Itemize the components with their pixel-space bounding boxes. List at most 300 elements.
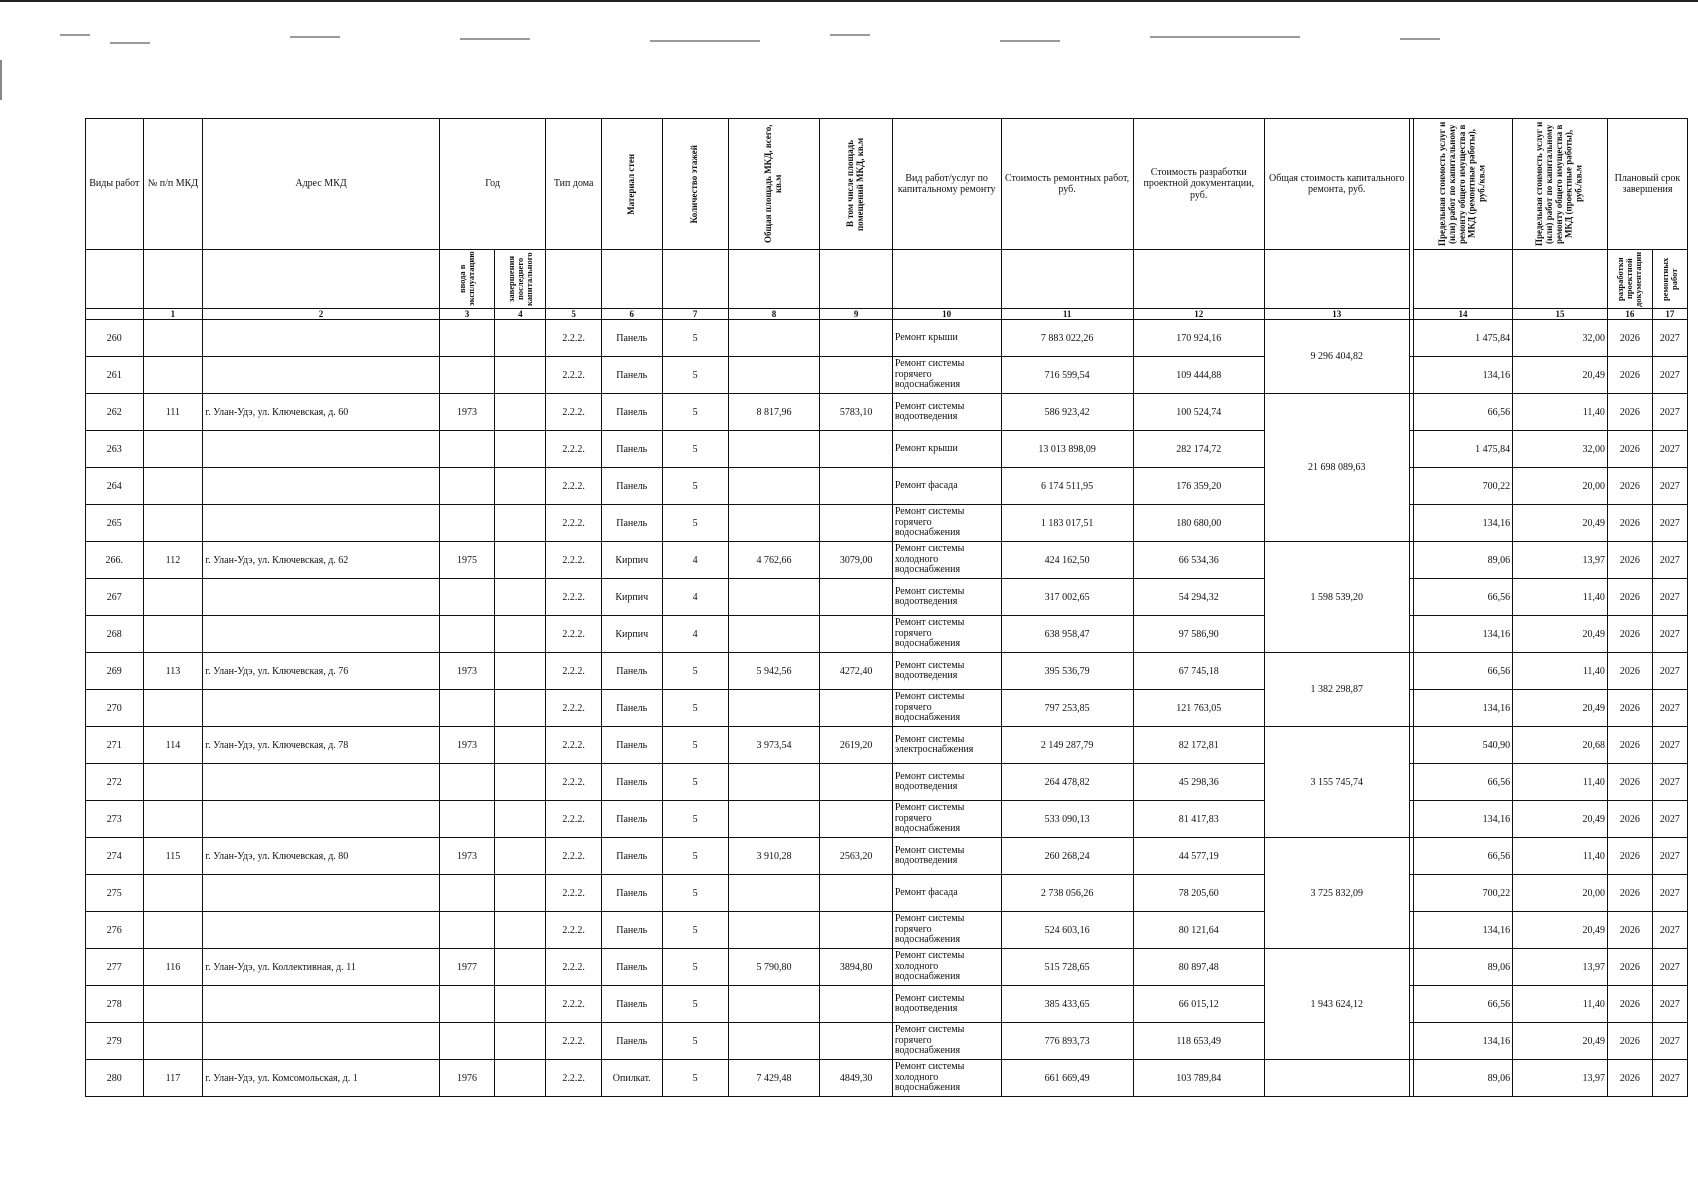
deadline-repair: 2027	[1652, 764, 1687, 801]
row-number: 274	[86, 838, 144, 875]
year-last-repair	[495, 986, 546, 1023]
deadline-design: 2026	[1607, 320, 1652, 357]
house-type: 2.2.2.	[546, 542, 601, 579]
mkd-number	[143, 579, 203, 616]
year-last-repair	[495, 431, 546, 468]
repair-cost: 524 603,16	[1001, 912, 1133, 949]
repair-cost: 6 174 511,95	[1001, 468, 1133, 505]
column-number: 9	[820, 309, 892, 320]
limit-repair: 134,16	[1413, 801, 1512, 838]
repair-cost: 385 433,65	[1001, 986, 1133, 1023]
wall-material: Панель	[601, 653, 662, 690]
total-area	[728, 320, 820, 357]
address	[203, 690, 440, 727]
scan-top-border	[0, 0, 1698, 2]
limit-design: 11,40	[1513, 653, 1608, 690]
header-year-last-repair: завершения последнего капитального	[495, 250, 546, 309]
deadline-design: 2026	[1607, 690, 1652, 727]
header-year-commissioning: ввода в эксплуатацию	[439, 250, 494, 309]
header-work-types: Виды работ	[86, 119, 144, 250]
deadline-design: 2026	[1607, 986, 1652, 1023]
column-number: 17	[1652, 309, 1687, 320]
total-cost: 9 296 404,82	[1264, 320, 1409, 394]
repair-cost: 716 599,54	[1001, 357, 1133, 394]
limit-repair: 89,06	[1413, 1060, 1512, 1097]
deadline-design: 2026	[1607, 468, 1652, 505]
limit-design: 20,49	[1513, 912, 1608, 949]
limit-repair: 66,56	[1413, 986, 1512, 1023]
deadline-design: 2026	[1607, 505, 1652, 542]
table-row	[86, 764, 1688, 801]
limit-design: 11,40	[1513, 838, 1608, 875]
table-body	[86, 320, 1688, 1097]
year-commissioning	[439, 616, 494, 653]
deadline-design: 2026	[1607, 653, 1652, 690]
total-area	[728, 505, 820, 542]
row-number: 276	[86, 912, 144, 949]
wall-material: Опилкат.	[601, 1060, 662, 1097]
table-row	[86, 653, 1688, 690]
design-cost: 80 121,64	[1133, 912, 1264, 949]
limit-repair: 1 475,84	[1413, 431, 1512, 468]
address	[203, 912, 440, 949]
row-number: 269	[86, 653, 144, 690]
repair-cost: 264 478,82	[1001, 764, 1133, 801]
row-number: 266.	[86, 542, 144, 579]
address	[203, 468, 440, 505]
row-number: 278	[86, 986, 144, 1023]
design-cost: 176 359,20	[1133, 468, 1264, 505]
row-number: 271	[86, 727, 144, 764]
limit-repair: 700,22	[1413, 468, 1512, 505]
column-number-row	[86, 309, 1688, 320]
house-type: 2.2.2.	[546, 357, 601, 394]
floors: 5	[662, 986, 728, 1023]
row-number: 272	[86, 764, 144, 801]
floors: 5	[662, 505, 728, 542]
year-last-repair	[495, 653, 546, 690]
design-cost: 54 294,32	[1133, 579, 1264, 616]
capital-repair-table	[85, 118, 1688, 1097]
row-number: 277	[86, 949, 144, 986]
premises-area: 4849,30	[820, 1060, 892, 1097]
mkd-number	[143, 431, 203, 468]
limit-design: 20,49	[1513, 505, 1608, 542]
wall-material: Кирпич	[601, 542, 662, 579]
year-commissioning	[439, 1023, 494, 1060]
table-row	[86, 579, 1688, 616]
total-area: 5 790,80	[728, 949, 820, 986]
mkd-number	[143, 875, 203, 912]
header-work-kind: Вид работ/услуг по капитальному ремонту	[892, 119, 1001, 250]
table-row	[86, 801, 1688, 838]
deadline-repair: 2027	[1652, 505, 1687, 542]
wall-material: Кирпич	[601, 616, 662, 653]
limit-design: 20,49	[1513, 616, 1608, 653]
column-number: 11	[1001, 309, 1133, 320]
total-cost: 3 155 745,74	[1264, 727, 1409, 838]
deadline-repair: 2027	[1652, 579, 1687, 616]
table-row	[86, 875, 1688, 912]
floors: 4	[662, 542, 728, 579]
limit-repair: 1 475,84	[1413, 320, 1512, 357]
design-cost: 67 745,18	[1133, 653, 1264, 690]
table-row	[86, 505, 1688, 542]
floors: 5	[662, 1060, 728, 1097]
total-area	[728, 1023, 820, 1060]
deadline-design: 2026	[1607, 394, 1652, 431]
limit-design: 20,49	[1513, 357, 1608, 394]
header-planned-deadline: Плановый срок завершения	[1607, 119, 1687, 250]
address	[203, 801, 440, 838]
deadline-design: 2026	[1607, 1023, 1652, 1060]
premises-area	[820, 468, 892, 505]
premises-area: 5783,10	[820, 394, 892, 431]
table-row	[86, 1023, 1688, 1060]
year-commissioning: 1973	[439, 838, 494, 875]
limit-design: 11,40	[1513, 579, 1608, 616]
deadline-design: 2026	[1607, 616, 1652, 653]
design-cost: 66 534,36	[1133, 542, 1264, 579]
work-kind: Ремонт системы водоотведения	[892, 394, 1001, 431]
repair-cost: 260 268,24	[1001, 838, 1133, 875]
address	[203, 431, 440, 468]
premises-area	[820, 1023, 892, 1060]
premises-area	[820, 912, 892, 949]
year-last-repair	[495, 505, 546, 542]
address: г. Улан-Удэ, ул. Ключевская, д. 76	[203, 653, 440, 690]
total-area	[728, 357, 820, 394]
deadline-design: 2026	[1607, 727, 1652, 764]
repair-cost: 424 162,50	[1001, 542, 1133, 579]
floors: 5	[662, 875, 728, 912]
header-premises-area: В том числе площадь помещений МКД, кв.м	[820, 119, 892, 250]
house-type: 2.2.2.	[546, 616, 601, 653]
address	[203, 764, 440, 801]
limit-design: 13,97	[1513, 949, 1608, 986]
deadline-repair: 2027	[1652, 690, 1687, 727]
deadline-design: 2026	[1607, 357, 1652, 394]
limit-design: 11,40	[1513, 394, 1608, 431]
total-cost: 1 943 624,12	[1264, 949, 1409, 1060]
mkd-number: 111	[143, 394, 203, 431]
house-type: 2.2.2.	[546, 949, 601, 986]
column-number: 12	[1133, 309, 1264, 320]
year-last-repair	[495, 357, 546, 394]
header-deadline-repair: ремонтных работ	[1652, 250, 1687, 309]
address	[203, 579, 440, 616]
repair-cost: 7 883 022,26	[1001, 320, 1133, 357]
year-last-repair	[495, 764, 546, 801]
year-commissioning: 1973	[439, 727, 494, 764]
year-commissioning: 1973	[439, 653, 494, 690]
address	[203, 616, 440, 653]
year-commissioning	[439, 690, 494, 727]
total-area: 3 910,28	[728, 838, 820, 875]
repair-cost: 1 183 017,51	[1001, 505, 1133, 542]
deadline-repair: 2027	[1652, 357, 1687, 394]
table-row	[86, 1060, 1688, 1097]
premises-area	[820, 986, 892, 1023]
house-type: 2.2.2.	[546, 1060, 601, 1097]
year-commissioning	[439, 579, 494, 616]
table-row	[86, 912, 1688, 949]
table-row	[86, 431, 1688, 468]
year-last-repair	[495, 875, 546, 912]
floors: 5	[662, 468, 728, 505]
repair-cost: 661 669,49	[1001, 1060, 1133, 1097]
year-commissioning	[439, 431, 494, 468]
floors: 5	[662, 690, 728, 727]
table-row	[86, 838, 1688, 875]
house-type: 2.2.2.	[546, 468, 601, 505]
limit-repair: 89,06	[1413, 542, 1512, 579]
deadline-repair: 2027	[1652, 1023, 1687, 1060]
deadline-repair: 2027	[1652, 986, 1687, 1023]
wall-material: Панель	[601, 838, 662, 875]
column-number: 3	[439, 309, 494, 320]
deadline-design: 2026	[1607, 875, 1652, 912]
year-commissioning: 1975	[439, 542, 494, 579]
year-last-repair	[495, 838, 546, 875]
table-row	[86, 949, 1688, 986]
mkd-number: 112	[143, 542, 203, 579]
wall-material: Панель	[601, 912, 662, 949]
header-mkd-number: № п/п МКД	[143, 119, 203, 250]
mkd-number	[143, 505, 203, 542]
year-last-repair	[495, 579, 546, 616]
year-commissioning	[439, 912, 494, 949]
address: г. Улан-Удэ, ул. Ключевская, д. 60	[203, 394, 440, 431]
deadline-repair: 2027	[1652, 912, 1687, 949]
row-number: 264	[86, 468, 144, 505]
mkd-number	[143, 468, 203, 505]
repair-cost: 638 958,47	[1001, 616, 1133, 653]
floors: 5	[662, 431, 728, 468]
wall-material: Панель	[601, 875, 662, 912]
premises-area: 2619,20	[820, 727, 892, 764]
limit-design: 32,00	[1513, 320, 1608, 357]
premises-area	[820, 579, 892, 616]
wall-material: Панель	[601, 431, 662, 468]
total-area	[728, 801, 820, 838]
wall-material: Панель	[601, 394, 662, 431]
work-kind: Ремонт системы водоотведения	[892, 764, 1001, 801]
house-type: 2.2.2.	[546, 320, 601, 357]
mkd-number	[143, 1023, 203, 1060]
row-number: 260	[86, 320, 144, 357]
limit-repair: 66,56	[1413, 764, 1512, 801]
limit-repair: 134,16	[1413, 912, 1512, 949]
total-area	[728, 912, 820, 949]
limit-design: 20,49	[1513, 801, 1608, 838]
repair-cost: 515 728,65	[1001, 949, 1133, 986]
design-cost: 81 417,83	[1133, 801, 1264, 838]
table-row	[86, 394, 1688, 431]
deadline-design: 2026	[1607, 949, 1652, 986]
year-last-repair	[495, 727, 546, 764]
deadline-repair: 2027	[1652, 653, 1687, 690]
year-last-repair	[495, 616, 546, 653]
premises-area: 3894,80	[820, 949, 892, 986]
year-last-repair	[495, 1023, 546, 1060]
mkd-number	[143, 690, 203, 727]
header-limit-repair: Предельная стоимость услуг и (или) работ по капитальному ремонту общего имущества в МКД (ремонтные работы), руб./кв.м	[1413, 119, 1512, 250]
wall-material: Кирпич	[601, 579, 662, 616]
table-row	[86, 690, 1688, 727]
limit-design: 32,00	[1513, 431, 1608, 468]
limit-design: 20,68	[1513, 727, 1608, 764]
mkd-number	[143, 912, 203, 949]
deadline-repair: 2027	[1652, 1060, 1687, 1097]
wall-material: Панель	[601, 986, 662, 1023]
address	[203, 357, 440, 394]
deadline-repair: 2027	[1652, 394, 1687, 431]
design-cost: 170 924,16	[1133, 320, 1264, 357]
floors: 5	[662, 727, 728, 764]
limit-design: 20,49	[1513, 690, 1608, 727]
floors: 5	[662, 1023, 728, 1060]
limit-repair: 134,16	[1413, 505, 1512, 542]
house-type: 2.2.2.	[546, 912, 601, 949]
total-area	[728, 468, 820, 505]
column-number: 5	[546, 309, 601, 320]
table-row	[86, 468, 1688, 505]
column-number: 8	[728, 309, 820, 320]
limit-design: 20,00	[1513, 875, 1608, 912]
column-number: 10	[892, 309, 1001, 320]
total-area	[728, 875, 820, 912]
deadline-repair: 2027	[1652, 838, 1687, 875]
total-cost: 1 382 298,87	[1264, 653, 1409, 727]
year-last-repair	[495, 949, 546, 986]
year-commissioning	[439, 986, 494, 1023]
total-area: 3 973,54	[728, 727, 820, 764]
design-cost: 66 015,12	[1133, 986, 1264, 1023]
repair-cost: 533 090,13	[1001, 801, 1133, 838]
year-last-repair	[495, 394, 546, 431]
year-commissioning: 1977	[439, 949, 494, 986]
year-last-repair	[495, 468, 546, 505]
column-number: 13	[1264, 309, 1409, 320]
row-number: 267	[86, 579, 144, 616]
total-area	[728, 431, 820, 468]
year-commissioning	[439, 875, 494, 912]
work-kind: Ремонт системы водоотведения	[892, 579, 1001, 616]
total-area: 4 762,66	[728, 542, 820, 579]
deadline-design: 2026	[1607, 912, 1652, 949]
design-cost: 103 789,84	[1133, 1060, 1264, 1097]
deadline-design: 2026	[1607, 542, 1652, 579]
mkd-number: 114	[143, 727, 203, 764]
work-kind: Ремонт системы водоотведения	[892, 986, 1001, 1023]
floors: 5	[662, 320, 728, 357]
year-commissioning	[439, 320, 494, 357]
floors: 5	[662, 653, 728, 690]
limit-repair: 700,22	[1413, 875, 1512, 912]
deadline-design: 2026	[1607, 1060, 1652, 1097]
header-deadline-design: разработки проектной документации	[1607, 250, 1652, 309]
limit-repair: 66,56	[1413, 838, 1512, 875]
floors: 5	[662, 912, 728, 949]
total-area	[728, 986, 820, 1023]
column-number: 7	[662, 309, 728, 320]
floors: 5	[662, 357, 728, 394]
work-kind: Ремонт системы водоотведения	[892, 838, 1001, 875]
year-last-repair	[495, 1060, 546, 1097]
repair-cost: 586 923,42	[1001, 394, 1133, 431]
deadline-repair: 2027	[1652, 468, 1687, 505]
header-floors: Количество этажей	[662, 119, 728, 250]
design-cost: 82 172,81	[1133, 727, 1264, 764]
header-total-area: Общая площадь МКД, всего, кв.м	[728, 119, 820, 250]
header-limit-design: Предельная стоимость услуг и (или) работ по капитальному ремонту общего имущества в МКД (проектные работы), руб./кв.м	[1513, 119, 1608, 250]
wall-material: Панель	[601, 357, 662, 394]
column-number: 2	[203, 309, 440, 320]
floors: 5	[662, 801, 728, 838]
row-number: 261	[86, 357, 144, 394]
house-type: 2.2.2.	[546, 653, 601, 690]
wall-material: Панель	[601, 764, 662, 801]
row-number: 279	[86, 1023, 144, 1060]
work-kind: Ремонт системы горячего водоснабжения	[892, 505, 1001, 542]
column-number: 6	[601, 309, 662, 320]
limit-design: 20,00	[1513, 468, 1608, 505]
floors: 5	[662, 394, 728, 431]
year-last-repair	[495, 690, 546, 727]
header-house-type: Тип дома	[546, 119, 601, 250]
wall-material: Панель	[601, 727, 662, 764]
total-area	[728, 764, 820, 801]
mkd-number: 113	[143, 653, 203, 690]
floors: 4	[662, 616, 728, 653]
work-kind: Ремонт крыши	[892, 431, 1001, 468]
row-number: 265	[86, 505, 144, 542]
floors: 4	[662, 579, 728, 616]
house-type: 2.2.2.	[546, 838, 601, 875]
work-kind: Ремонт фасада	[892, 875, 1001, 912]
mkd-number: 116	[143, 949, 203, 986]
table-row	[86, 357, 1688, 394]
total-cost: 3 725 832,09	[1264, 838, 1409, 949]
column-number: 1	[143, 309, 203, 320]
table-row	[86, 986, 1688, 1023]
total-cost	[1264, 1060, 1409, 1097]
year-commissioning	[439, 505, 494, 542]
limit-design: 11,40	[1513, 986, 1608, 1023]
wall-material: Панель	[601, 949, 662, 986]
limit-repair: 134,16	[1413, 1023, 1512, 1060]
premises-area	[820, 616, 892, 653]
column-number	[86, 309, 144, 320]
house-type: 2.2.2.	[546, 986, 601, 1023]
deadline-design: 2026	[1607, 579, 1652, 616]
mkd-number	[143, 357, 203, 394]
floors: 5	[662, 764, 728, 801]
total-area	[728, 690, 820, 727]
deadline-repair: 2027	[1652, 431, 1687, 468]
house-type: 2.2.2.	[546, 394, 601, 431]
row-number: 273	[86, 801, 144, 838]
deadline-repair: 2027	[1652, 542, 1687, 579]
total-area	[728, 579, 820, 616]
design-cost: 109 444,88	[1133, 357, 1264, 394]
design-cost: 44 577,19	[1133, 838, 1264, 875]
repair-cost: 317 002,65	[1001, 579, 1133, 616]
house-type: 2.2.2.	[546, 727, 601, 764]
limit-repair: 66,56	[1413, 394, 1512, 431]
repair-cost: 2 149 287,79	[1001, 727, 1133, 764]
